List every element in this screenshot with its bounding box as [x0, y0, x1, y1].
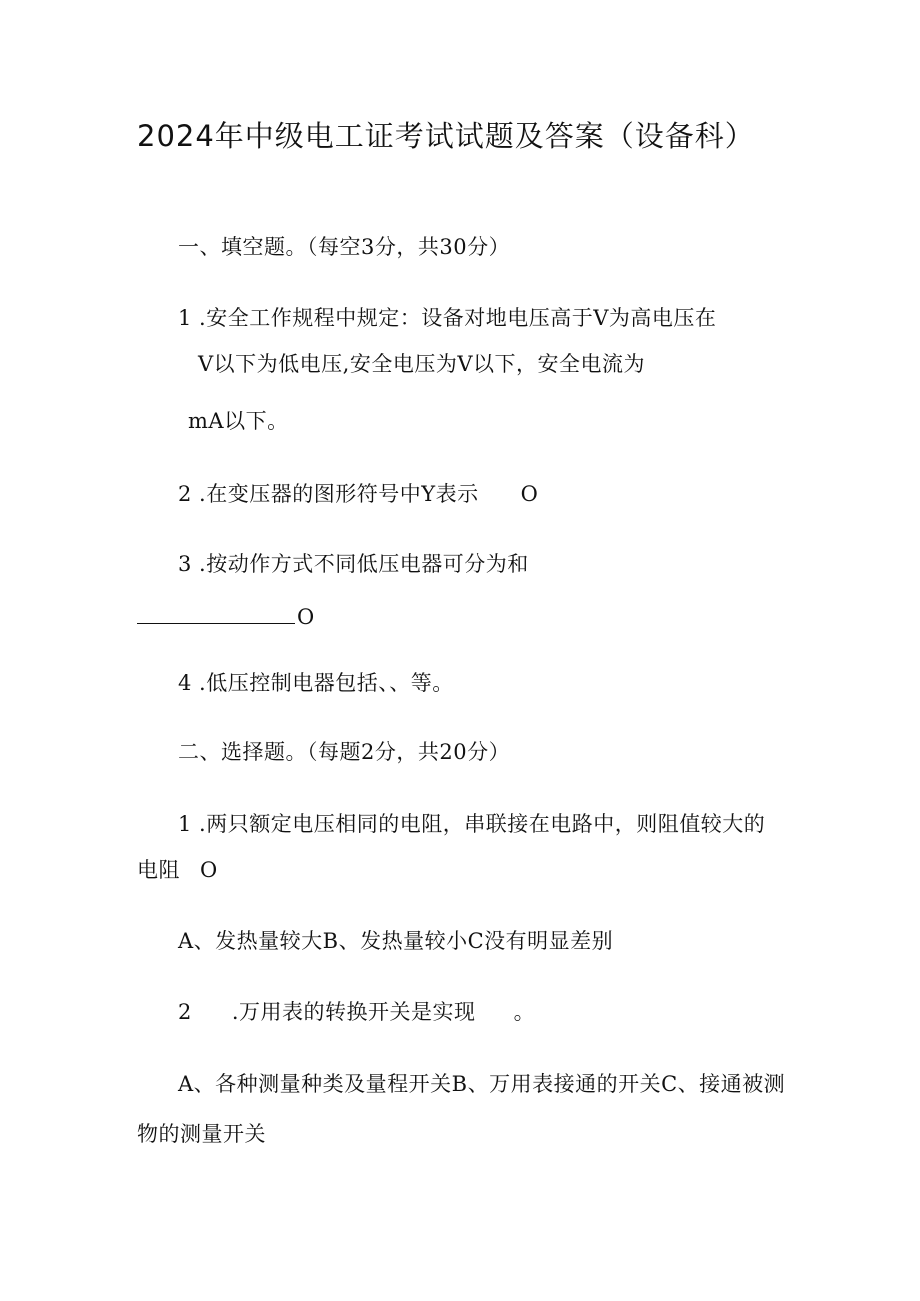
question-1-line-1: 1 .安全工作规程中规定：设备对地电压高于V为高电压在	[178, 306, 717, 330]
question-2-text: 2 .在变压器的图形符号中Y表示	[178, 482, 479, 506]
choice-question-1-end: O	[200, 858, 218, 882]
choice-question-2-options-line-2: 物的测量开关	[137, 1122, 266, 1146]
question-3-end: O	[297, 605, 315, 629]
question-4-text: 4 .低压控制电器包括、、等。	[178, 671, 454, 695]
document-title: 2024年中级电工证考试试题及答案（设备科）	[137, 119, 755, 153]
choice-question-2-number: 2	[178, 1000, 192, 1024]
question-2-end: O	[520, 482, 539, 506]
question-1-line-3: mA以下。	[188, 409, 289, 433]
answer-blank-underline	[137, 604, 295, 624]
question-2	[178, 480, 538, 508]
choice-question-2-options-line-1: A、各种测量种类及量程开关B、万用表接通的开关C、接通被测	[178, 1072, 786, 1096]
question-1-line-2: V以下为低电压,安全电压为V以下，安全电流为	[198, 352, 646, 376]
section-heading-fill-in: 一、填空题。（每空3分，共30分）	[178, 235, 511, 259]
choice-question-2-end: 。	[513, 1000, 536, 1024]
question-3-answer-line	[137, 603, 315, 631]
choice-question-1-options: A、发热量较大B、发热量较小C没有明显差别	[178, 929, 614, 953]
question-3-text: 3 .按动作方式不同低压电器可分为和	[178, 552, 529, 576]
choice-question-1-line-2	[137, 856, 218, 884]
section-heading-choice: 二、选择题。（每题2分，共20分）	[178, 740, 511, 764]
choice-question-1-stem-end: 电阻	[137, 858, 180, 882]
choice-question-2	[178, 998, 535, 1026]
choice-question-2-text: .万用表的转换开关是实现	[231, 1000, 476, 1024]
choice-question-1-line-1: 1 .两只额定电压相同的电阻，串联接在电路中，则阻值较大的	[178, 812, 766, 836]
